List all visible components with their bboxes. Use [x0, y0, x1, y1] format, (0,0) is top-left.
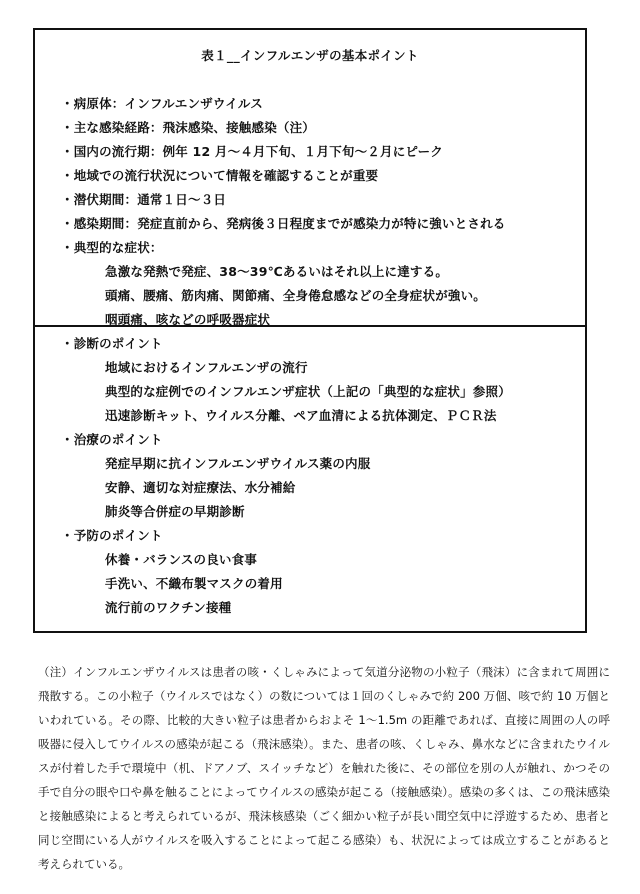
table-line: ・地域での流行状況について情報を確認することが重要	[61, 168, 379, 183]
table-line: ・病原体：インフルエンザウイルス	[61, 96, 263, 111]
table-line: ・国内の流行期：例年 12 月～４月下旬、１月下旬～２月にピーク	[61, 144, 443, 159]
table-line: 咽頭痛、咳などの呼吸器症状	[105, 312, 271, 327]
table-line: ・潜伏期間：通常１日～３日	[61, 192, 227, 207]
table-line: ・予防のポイント	[61, 528, 163, 543]
table-line: 肺炎等合併症の早期診断	[105, 504, 245, 519]
section-divider	[35, 325, 585, 327]
table-line: 地域におけるインフルエンザの流行	[105, 360, 308, 375]
table-line: 頭痛、腰痛、筋肉痛、関節痛、全身倦怠感などの全身症状が強い。	[105, 288, 487, 303]
table-line: 発症早期に抗インフルエンザウイルス薬の内服	[105, 456, 371, 471]
table-line: ・診断のポイント	[61, 336, 163, 351]
table-line: 休養・バランスの良い食事	[105, 552, 258, 567]
table-title: 表１__インフルエンザの基本ポイント	[201, 48, 419, 63]
footnote-text: （注）インフルエンザウイルスは患者の咳・くしゃみによって気道分泌物の小粒子（飛沫）に含まれて周囲に飛散する。この小粒子（ウイルスではなく）の数については１回のくしゃみで約 200 万個、咳で約 10 万個といわれている。その際、比較的大きい粒子は患者からおよそ 1～1.5m の距離であれば、直接に周囲の人の呼吸器に侵入してウイルスの感染が起こる（飛沫感染）。また、患者の咳、くしゃみ、鼻水などに含まれたウイルスが付着した手で環境中（机、ドアノブ、スイッチなど）を触れた後に、その部位を別の人が触れ、かつその手で自分の眼や口や鼻を触ることによってウイルスの感染が起こる（接触感染）。感染の多くは、この飛沫感染と接触感染によると考えられているが、飛沫核感染（ごく細かい粒子が長い間空気中に浮遊するため、患者と同じ空間にいる人がウイルスを吸入することによって起こる感染）も、状況によっては成立することがあると考えられている。	[38, 665, 610, 871]
footnote	[38, 660, 610, 876]
table-line: 急激な発熱で発症、38～39℃あるいはそれ以上に達する。	[105, 264, 449, 279]
table-line: 安静、適切な対症療法、水分補給	[105, 480, 296, 495]
summary-table	[33, 28, 587, 633]
table-line: 典型的な症例でのインフルエンザ症状（上記の「典型的な症状」参照）	[105, 384, 511, 399]
table-line: 流行前のワクチン接種	[105, 600, 232, 615]
table-line: ・典型的な症状：	[61, 240, 163, 255]
table-line: ・治療のポイント	[61, 432, 163, 447]
table-line: 迅速診断キット、ウイルス分離、ペア血清による抗体測定、ＰＣＲ法	[105, 408, 497, 423]
table-line: ・感染期間：発症直前から、発病後３日程度までが感染力が特に強いとされる	[61, 216, 506, 231]
table-line: 手洗い、不織布製マスクの着用	[105, 576, 283, 591]
table-line: ・主な感染経路：飛沫感染、接触感染（注）	[61, 120, 316, 135]
